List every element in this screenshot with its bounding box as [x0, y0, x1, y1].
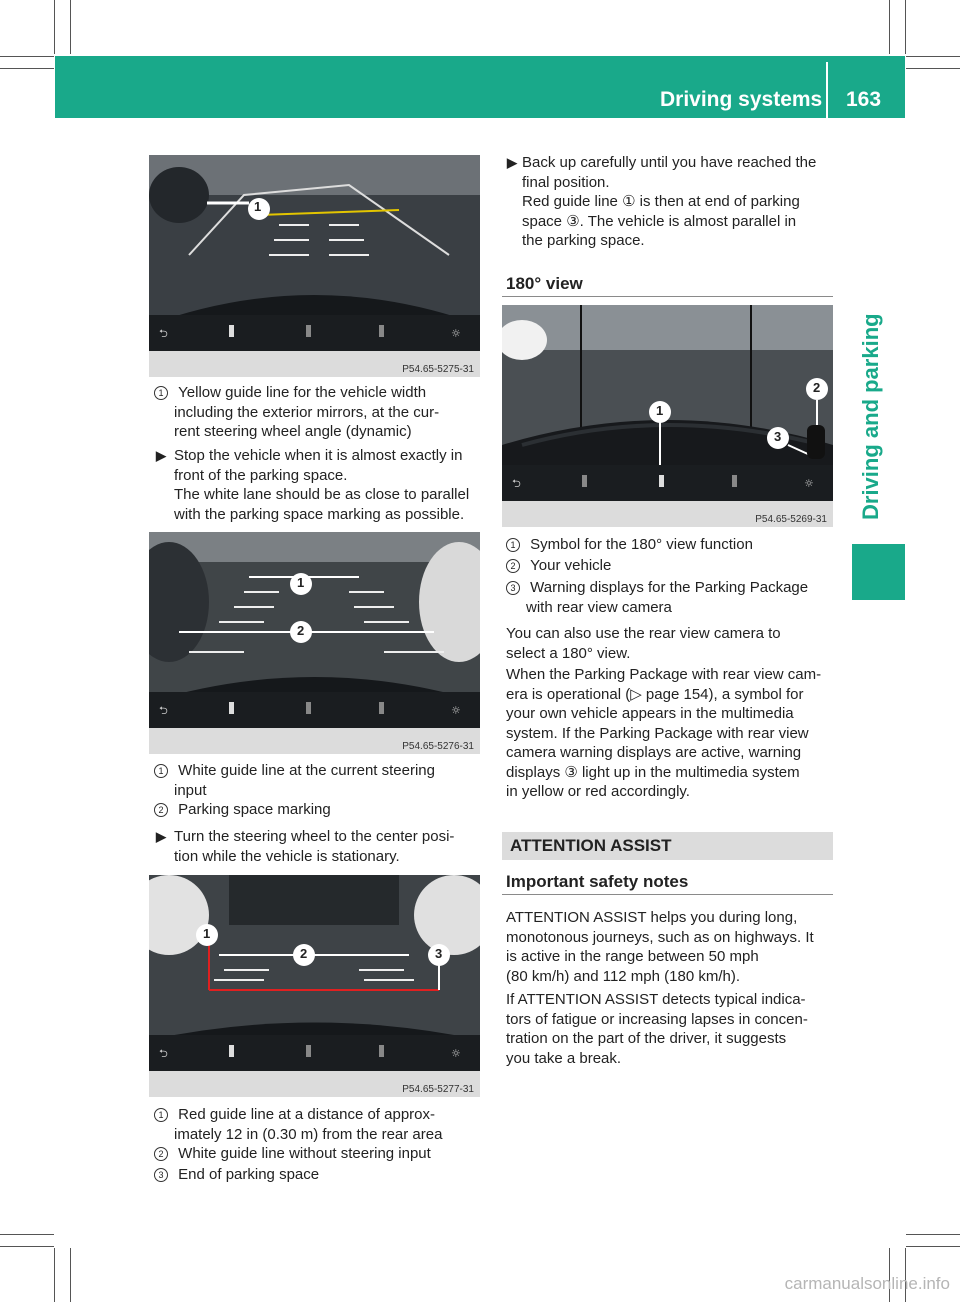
callout-3: 3: [774, 429, 782, 444]
step-line: the parking space.: [522, 232, 645, 249]
crop-mark: [54, 0, 55, 54]
paragraph: [506, 908, 836, 986]
crop-mark: [906, 1246, 960, 1247]
callout-3: 3: [435, 946, 443, 961]
crop-mark: [70, 1248, 71, 1302]
crop-mark: [0, 1246, 54, 1247]
legend-item: [506, 535, 836, 555]
section-heading-180-view: 180° view: [506, 274, 583, 293]
callout-2: 2: [297, 623, 305, 638]
legend-text: White guide line without steering input: [178, 1145, 431, 1162]
svg-text:☼: ☼: [804, 477, 814, 490]
paragraph-line: system. If the Parking Package with rear view: [506, 724, 809, 742]
crop-mark: [906, 56, 960, 57]
step-line: Red guide line ① is then at end of parking: [522, 193, 800, 210]
watermark: carmanualsonline.info: [784, 1274, 950, 1293]
step-bullet-icon: ▶: [156, 829, 166, 844]
svg-text:⮌: ⮌: [512, 477, 521, 490]
paragraph-line: select a 180° view.: [506, 644, 631, 662]
legend-number: 1: [154, 764, 168, 778]
page-link[interactable]: era is operational (▷ page 154), a symbol for: [506, 685, 804, 703]
legend-item: [154, 1165, 479, 1185]
legend-item: [506, 556, 836, 576]
svg-text:⮌: ⮌: [159, 704, 168, 717]
callout-1: 1: [656, 403, 664, 418]
paragraph: [506, 990, 836, 1068]
crop-mark: [906, 1234, 960, 1235]
callout-1: 1: [203, 926, 211, 941]
legend-item: [154, 761, 479, 800]
page-number: 163: [846, 88, 882, 111]
step-bullet-icon: ▶: [156, 448, 166, 463]
legend-text: imately 12 in (0.30 m) from the rear area: [174, 1125, 443, 1143]
svg-text:☼: ☼: [451, 1047, 461, 1060]
paragraph-line: When the Parking Package with rear view cam-: [506, 666, 822, 683]
callout-2: 2: [813, 380, 821, 395]
paragraph-line: ATTENTION ASSIST helps you during long,: [506, 909, 798, 926]
step-line: tion while the vehicle is stationary.: [174, 847, 400, 865]
side-tab-marker: [852, 544, 905, 600]
camera-image-white-guide: [149, 532, 480, 754]
legend-item: [154, 1105, 479, 1144]
legend-text: including the exterior mirrors, at the cur-: [174, 403, 440, 421]
crop-mark: [0, 68, 54, 69]
paragraph-line: You can also use the rear view camera to: [506, 625, 781, 642]
legend-item: [154, 800, 479, 820]
paragraph-line: tors of fatigue or increasing lapses in concen-: [506, 1010, 808, 1028]
legend-number: 1: [506, 538, 520, 552]
heading-rule: [502, 894, 833, 895]
legend-item: [154, 383, 479, 442]
figure-code: P54.65-5276-31: [402, 741, 474, 752]
legend-number: 1: [154, 386, 168, 400]
crop-mark: [54, 1248, 55, 1302]
legend-text: with rear view camera: [526, 598, 672, 616]
side-tab-label: Driving and parking: [858, 313, 883, 520]
paragraph: [506, 665, 836, 802]
crop-mark: [70, 0, 71, 54]
legend-text: Your vehicle: [530, 557, 612, 574]
callout-1: 1: [254, 199, 262, 214]
instruction-step: [174, 827, 484, 866]
step-line: Stop the vehicle when it is almost exactly in: [174, 447, 463, 464]
legend-text: Red guide line at a distance of approx-: [178, 1106, 436, 1123]
legend-number: 1: [154, 1108, 168, 1122]
svg-text:☼: ☼: [451, 704, 461, 717]
legend-number: 3: [506, 581, 520, 595]
svg-text:⮌: ⮌: [159, 327, 168, 340]
step-line: with the parking space marking as possible.: [174, 505, 465, 523]
figure-code: P54.65-5269-31: [755, 514, 827, 525]
step-line: Turn the steering wheel to the center posi-: [174, 828, 455, 845]
step-line: space ③. The vehicle is almost parallel in: [522, 212, 797, 230]
legend-text: Yellow guide line for the vehicle width: [178, 384, 427, 401]
step-bullet-icon: ▶: [507, 155, 517, 170]
crop-mark: [889, 0, 890, 54]
callout-2: 2: [300, 946, 308, 961]
instruction-step: [522, 153, 838, 251]
paragraph-line: tration on the part of the driver, it suggests: [506, 1030, 787, 1047]
svg-text:☼: ☼: [451, 327, 461, 340]
step-line: final position.: [522, 173, 610, 191]
callout-1: 1: [297, 575, 305, 590]
crop-mark: [906, 68, 960, 69]
legend-item: [154, 1144, 479, 1164]
safety-notes-heading: Important safety notes: [506, 872, 689, 891]
paragraph-line: you take a break.: [506, 1049, 622, 1067]
heading-rule: [502, 296, 833, 297]
crop-mark: [0, 56, 54, 57]
header-separator: [826, 62, 828, 118]
legend-number: 2: [154, 803, 168, 817]
camera-image-red-guide: [149, 875, 480, 1097]
legend-text: rent steering wheel angle (dynamic): [174, 423, 412, 440]
instruction-step: [174, 446, 484, 524]
legend-item: [506, 578, 836, 617]
paragraph-line: in yellow or red accordingly.: [506, 783, 690, 800]
paragraph-line: is active in the range between 50 mph: [506, 948, 759, 965]
legend-text: Warning displays for the Parking Package: [530, 579, 809, 596]
step-line: Back up carefully until you have reached the: [522, 154, 817, 171]
step-line: The white lane should be as close to parallel: [174, 486, 470, 503]
paragraph-line: displays ③ light up in the multimedia system: [506, 763, 800, 781]
attention-assist-title: ATTENTION ASSIST: [510, 836, 672, 855]
legend-number: 2: [506, 559, 520, 573]
paragraph-line: your own vehicle appears in the multimedia: [506, 705, 794, 722]
legend-text: input: [174, 781, 207, 799]
legend-text: End of parking space: [178, 1166, 320, 1183]
header-section-title: Driving systems: [660, 88, 823, 111]
legend-number: 3: [154, 1168, 168, 1182]
legend-text: White guide line at the current steering: [178, 762, 435, 779]
figure-code: P54.65-5275-31: [402, 364, 474, 375]
paragraph-line: If ATTENTION ASSIST detects typical indica-: [506, 991, 806, 1008]
step-line: front of the parking space.: [174, 466, 348, 484]
crop-mark: [0, 1234, 54, 1235]
paragraph-line: monotonous journeys, such as on highways. It: [506, 928, 814, 946]
legend-text: Symbol for the 180° view function: [530, 536, 753, 553]
paragraph-line: (80 km/h) and 112 mph (180 km/h).: [506, 967, 740, 985]
legend-text: Parking space marking: [178, 801, 331, 818]
paragraph-line: camera warning displays are active, warning: [506, 744, 802, 761]
svg-text:⮌: ⮌: [159, 1047, 168, 1060]
camera-image-yellow-guide: [149, 155, 480, 377]
paragraph: [506, 624, 836, 663]
legend-number: 2: [154, 1147, 168, 1161]
figure-code: P54.65-5277-31: [402, 1084, 474, 1095]
camera-image-180-view: [502, 305, 833, 527]
crop-mark: [905, 0, 906, 54]
